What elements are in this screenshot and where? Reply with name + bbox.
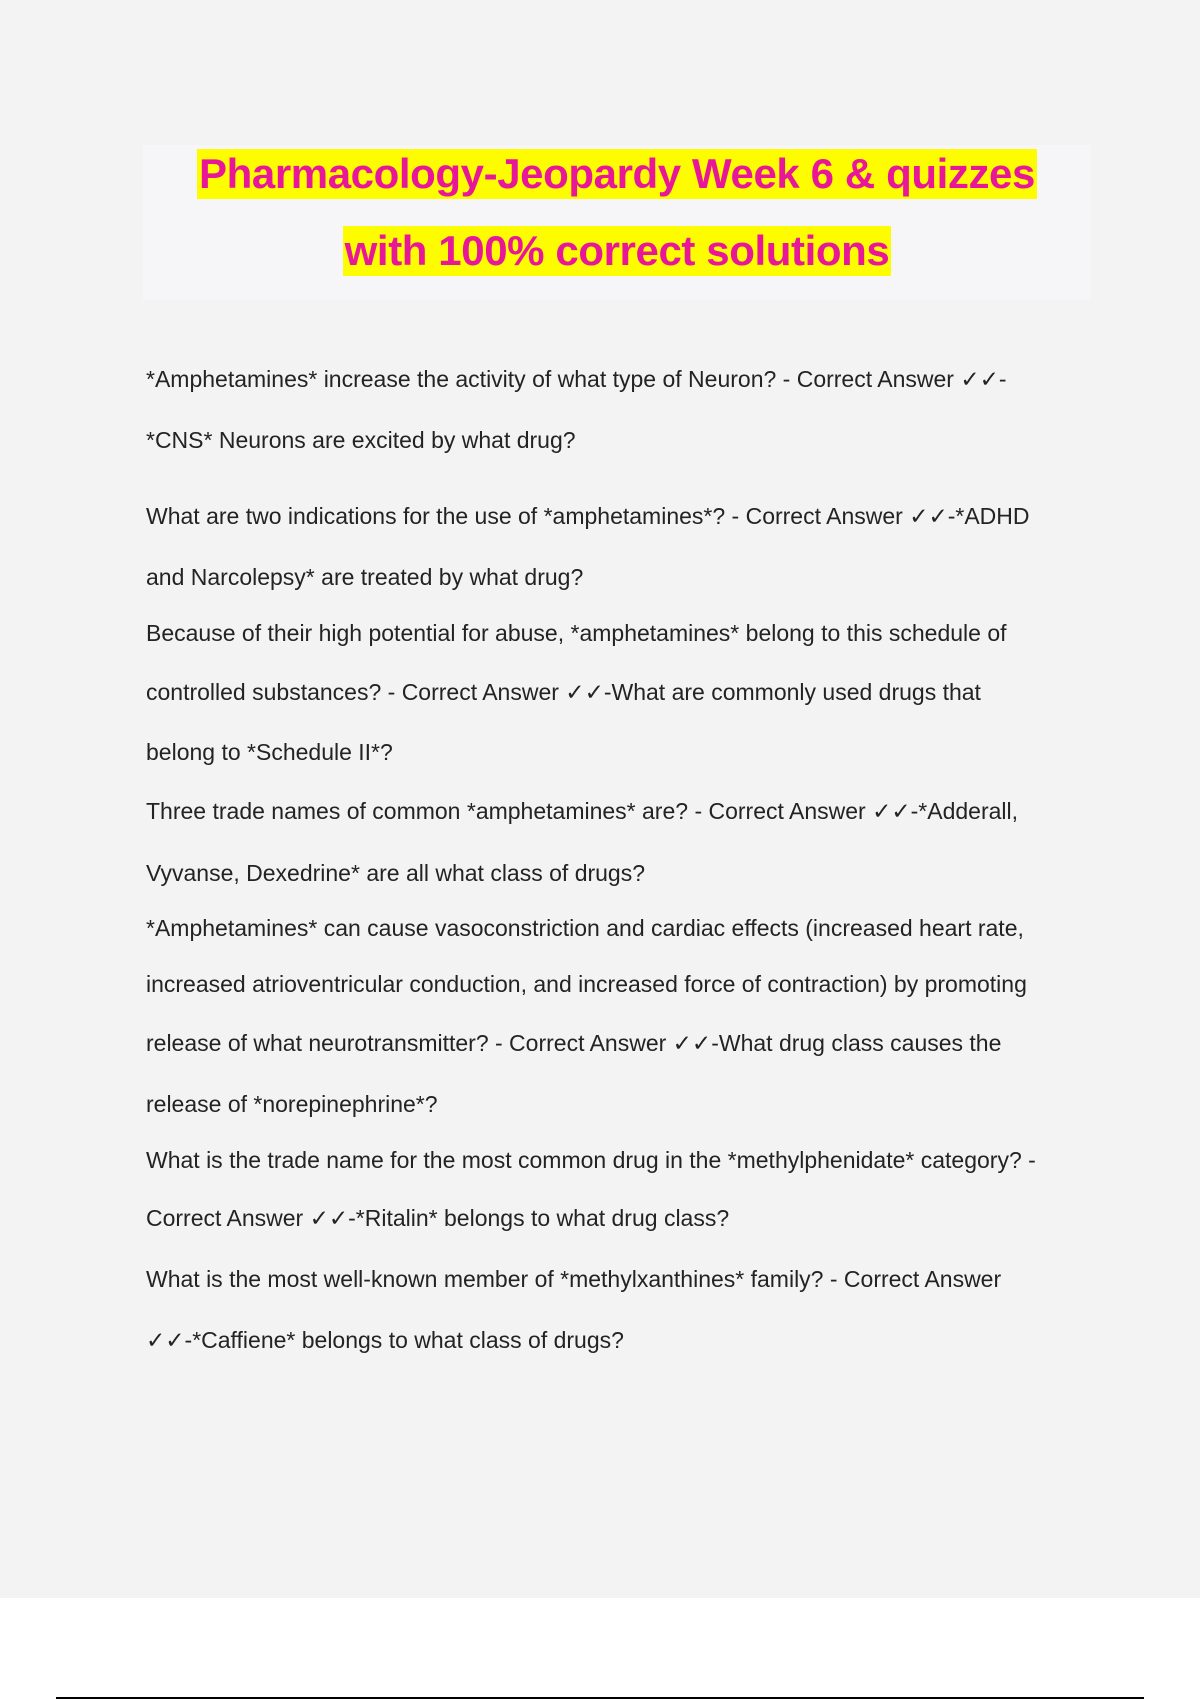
document-title-line-1: Pharmacology-Jeopardy Week 6 & quizzes — [199, 150, 1035, 197]
text-line: What are two indications for the use of *amphetamines*? - Correct Answer ✓✓-*ADHD — [146, 503, 1030, 529]
text-line: ✓✓-*Caffiene* belongs to what class of drugs? — [146, 1327, 624, 1353]
footer-divider — [56, 1697, 1144, 1699]
text-line: release of *norepinephrine*? — [146, 1091, 438, 1117]
title-block — [143, 145, 1091, 300]
text-line: *Amphetamines* increase the activity of what type of Neuron? - Correct Answer ✓✓- — [146, 366, 1007, 392]
text-line: controlled substances? - Correct Answer ✓✓-What are commonly used drugs that — [146, 679, 981, 705]
text-line: Vyvanse, Dexedrine* are all what class of drugs? — [146, 860, 646, 886]
text-line: Three trade names of common *amphetamines* are? - Correct Answer ✓✓-*Adderall, — [146, 798, 1019, 824]
text-line: Because of their high potential for abuse, *amphetamines* belong to this schedule of — [146, 620, 1007, 646]
text-line: *Amphetamines* can cause vasoconstriction and cardiac effects (increased heart rate, — [146, 915, 1024, 941]
text-line: increased atrioventricular conduction, and increased force of contraction) by promoting — [146, 971, 1027, 997]
text-line: belong to *Schedule II*? — [146, 739, 393, 765]
text-line: and Narcolepsy* are treated by what drug? — [146, 564, 584, 590]
text-line: Correct Answer ✓✓-*Ritalin* belongs to what drug class? — [146, 1205, 730, 1231]
text-line: *CNS* Neurons are excited by what drug? — [146, 427, 576, 453]
document-title-line-2: with 100% correct solutions — [344, 227, 890, 274]
text-line: release of what neurotransmitter? - Correct Answer ✓✓-What drug class causes the — [146, 1030, 1002, 1056]
text-line: What is the most well-known member of *methylxanthines* family? - Correct Answer — [146, 1266, 1002, 1292]
text-line: What is the trade name for the most common drug in the *methylphenidate* category? - — [146, 1147, 1036, 1173]
